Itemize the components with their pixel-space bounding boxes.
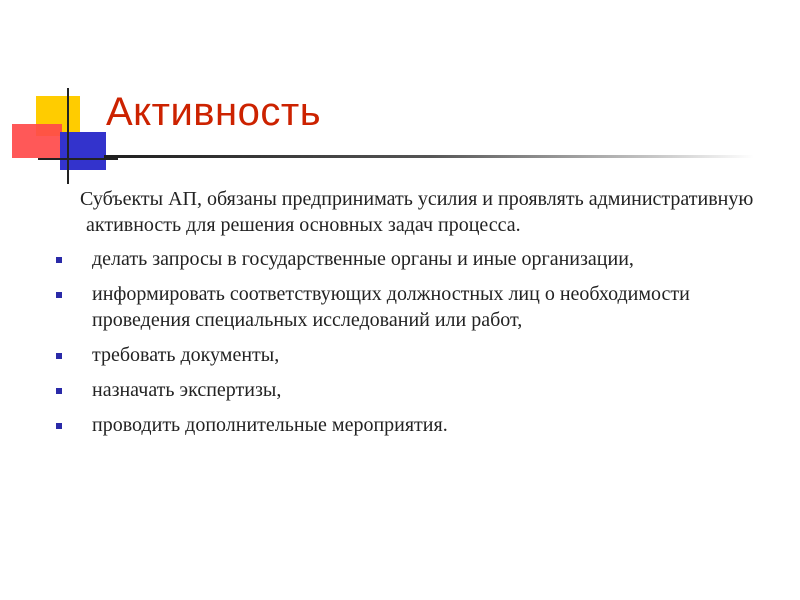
red-square-decoration [12,124,62,158]
list-item-text: делать запросы в государственные органы и иные организации, [92,248,634,270]
list-item-text: требовать документы, [92,344,280,366]
bullet-list [56,246,776,438]
list-item [56,246,776,272]
slide-body [56,186,776,447]
list-item-text: проводить дополнительные мероприятия. [92,414,448,436]
square-bullet-icon [56,257,62,263]
vertical-line-decoration [67,88,69,184]
list-item [56,412,776,438]
horizontal-line-decoration [38,158,118,160]
square-bullet-icon [56,353,62,359]
slide-title: Активность [106,90,322,134]
list-item-text: информировать соответствующих должностных лиц о необходимости проведения специальных исследований или работ, [92,283,690,331]
list-item [56,377,776,403]
square-bullet-icon [56,292,62,298]
list-item [56,281,776,333]
square-bullet-icon [56,388,62,394]
title-underline [104,155,754,158]
list-item-text: назначать экспертизы, [92,379,282,401]
decorative-blocks [0,0,120,180]
list-item [56,342,776,368]
square-bullet-icon [56,423,62,429]
intro-paragraph: Субъекты АП, обязаны предпринимать усилия и проявлять административную активность для решения основных задач процесса. [80,188,754,236]
